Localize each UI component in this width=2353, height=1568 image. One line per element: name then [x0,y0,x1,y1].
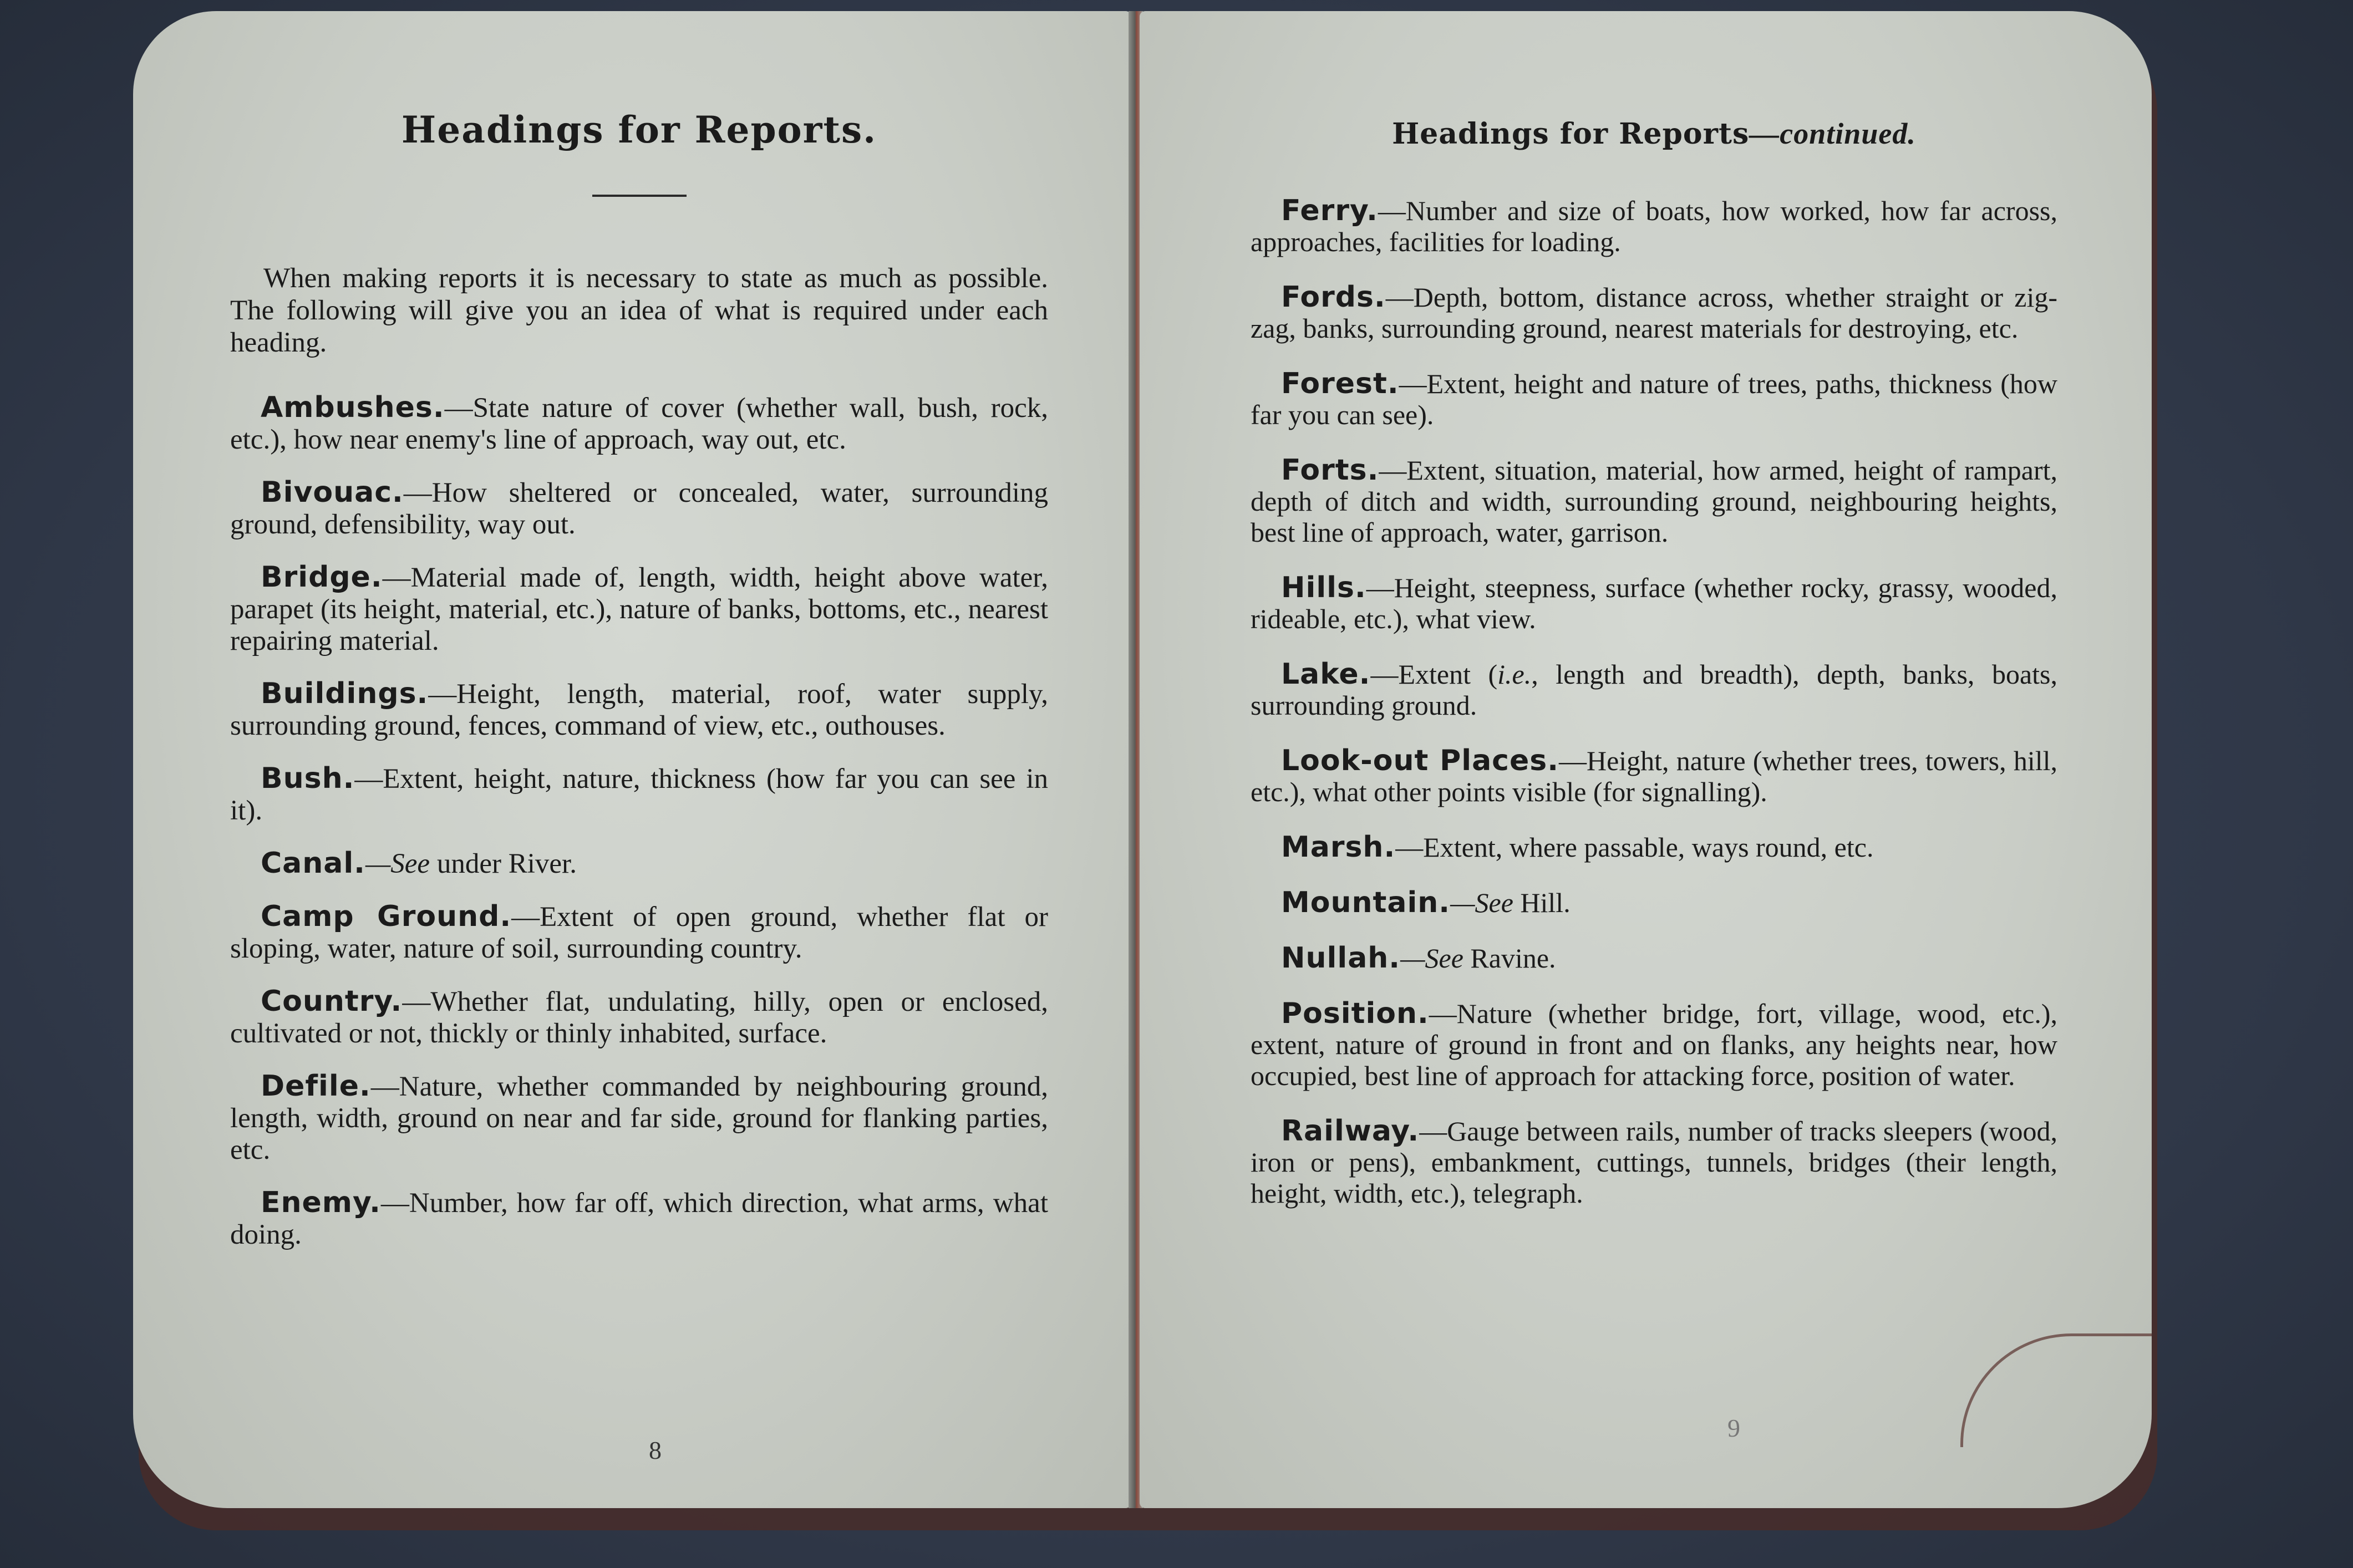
entry-desc: —State nature of cover (whether wall, bush, rock, etc.), how near enemy's line of approach, way out, etc. [230,393,1048,455]
entry-term: Railway. [1281,1114,1420,1148]
entry-desc-pre: —Extent ( [1370,659,1498,690]
entry-buildings [230,678,1048,742]
intro-paragraph: When making reports it is necessary to state as much as possible. The following will give you an idea of what is required under each heading. [230,263,1048,358]
entry-desc: —Material made of, length, width, height above water, parapet (its height, material, etc.), nature of banks, bottoms, etc., nearest repairing material. [230,562,1048,656]
page-number-right: 9 [1727,1414,1740,1442]
entry-desc: —Extent of open ground, whether flat or sloping, water, nature of soil, surrounding country. [230,902,1049,964]
entry-ambushes [230,392,1048,456]
page-number-left: 8 [649,1436,662,1464]
entry-ie: i.e. [1497,659,1532,690]
entry-look-out-places [1251,745,2057,807]
entry-fords [1251,282,2057,344]
entry-term: Bush. [261,762,355,795]
entry-term: Lake. [1281,658,1371,691]
entry-desc: under River. [430,848,577,879]
entry-term: Bridge. [261,561,383,594]
entry-desc: —Gauge between rails, number of tracks sleepers (wood, iron or pens), embankment, cuttings, tunnels, bridges (their length, height, width, etc.), telegraph. [1251,1116,2057,1209]
entry-desc: —Extent, where passable, ways round, etc. [1395,832,1874,863]
entry-see: —See [365,848,430,879]
entry-mountain [1251,887,2057,918]
entry-desc: —Nature, whether commanded by neighbouring ground, length, width, ground on near and far side, ground for flanking parties, etc. [230,1071,1048,1165]
entry-enemy [230,1187,1048,1251]
entry-term: Mountain. [1281,886,1451,919]
entry-desc: Ravine. [1463,943,1556,974]
entry-canal [230,848,1048,880]
entry-desc: —Whether flat, undulating, hilly, open or enclosed, cultivated or not, thickly or thinly inhabited, surface. [230,986,1048,1049]
entry-desc: —Height, steepness, surface (whether rocky, grassy, wooded, rideable, etc.), what view. [1251,572,2057,634]
entry-term: Country. [261,985,403,1018]
left-page [133,11,1131,1508]
entry-bivouac [230,477,1048,541]
entry-ferry [1251,195,2057,257]
entry-defile [230,1071,1048,1166]
title-rule [592,195,687,197]
entry-term: Canal. [261,847,365,880]
entry-term: Buildings. [261,677,429,710]
entry-position [1251,998,2057,1091]
entry-hills [1251,572,2057,634]
right-title-main: Headings for Reports [1392,117,1750,151]
entry-term: Ferry. [1281,194,1378,227]
right-title-suffix: —continued. [1749,117,1916,150]
entry-desc: —Depth, bottom, distance across, whether straight or zig-zag, banks, surrounding ground, nearest materials for destroying, etc. [1251,282,2057,344]
entry-desc: —Extent, height, nature, thickness (how far you can see in it). [230,763,1048,826]
open-booklet [133,11,2152,1519]
entry-desc: Hill. [1513,887,1571,918]
entry-term: Enemy. [261,1186,381,1219]
entry-term: Forest. [1281,367,1399,400]
entry-desc: , length and breadth), depth, banks, boats, surrounding ground. [1251,659,2057,721]
entry-term: Bivouac. [261,476,404,509]
entry-term: Ambushes. [261,391,445,424]
entry-term: Defile. [261,1070,371,1103]
entry-term: Nullah. [1281,941,1401,975]
right-page [1140,11,2152,1508]
entry-marsh [1251,832,2057,863]
entry-desc: —Height, length, material, roof, water supply, surrounding ground, fences, command of view, etc., outhouses. [230,679,1048,741]
entry-desc: —Number and size of boats, how worked, how far across, approaches, facilities for loading. [1251,195,2057,257]
entry-desc: —Number, how far off, which direction, what arms, what doing. [230,1188,1048,1250]
entry-term: Position. [1281,997,1429,1030]
left-page-title: Headings for Reports. [401,108,877,151]
entry-lake [1251,659,2057,721]
entry-forest [1251,368,2057,430]
entry-nullah [1251,943,2057,974]
entry-term: Forts. [1281,454,1379,487]
entry-desc: —Height, nature (whether trees, towers, hill, etc.), what other points visible (for signalling). [1251,745,2057,807]
entry-desc: —Extent, situation, material, how armed, height of rampart, depth of ditch and width, surrounding ground, neighbouring heights, best line of approach, water, garrison. [1251,455,2057,548]
entry-term: Camp Ground. [261,900,512,933]
right-page-title [1251,116,2057,151]
entry-country [230,986,1048,1050]
entry-term: Marsh. [1281,831,1396,864]
entry-see: —See [1400,943,1463,974]
entry-term: Look-out Places. [1281,744,1559,777]
entry-bridge [230,562,1048,657]
entry-bush [230,763,1048,827]
entry-term: Fords. [1281,281,1386,314]
entry-desc: —Nature (whether bridge, fort, village, wood, etc.), extent, nature of ground in front and on flanks, any heights near, how occupied, best line of approach for attacking force, position of water. [1251,998,2057,1091]
entry-term: Hills. [1281,571,1366,604]
entry-camp-ground [230,901,1048,965]
entry-desc: —Extent, height and nature of trees, paths, thickness (how far you can see). [1251,368,2057,430]
entry-railway [1251,1116,2057,1209]
entry-see: —See [1450,887,1513,918]
entry-desc: —How sheltered or concealed, water, surrounding ground, defensibility, way out. [230,477,1048,540]
entry-forts [1251,455,2057,548]
page-corner-curl [1960,1333,2152,1447]
